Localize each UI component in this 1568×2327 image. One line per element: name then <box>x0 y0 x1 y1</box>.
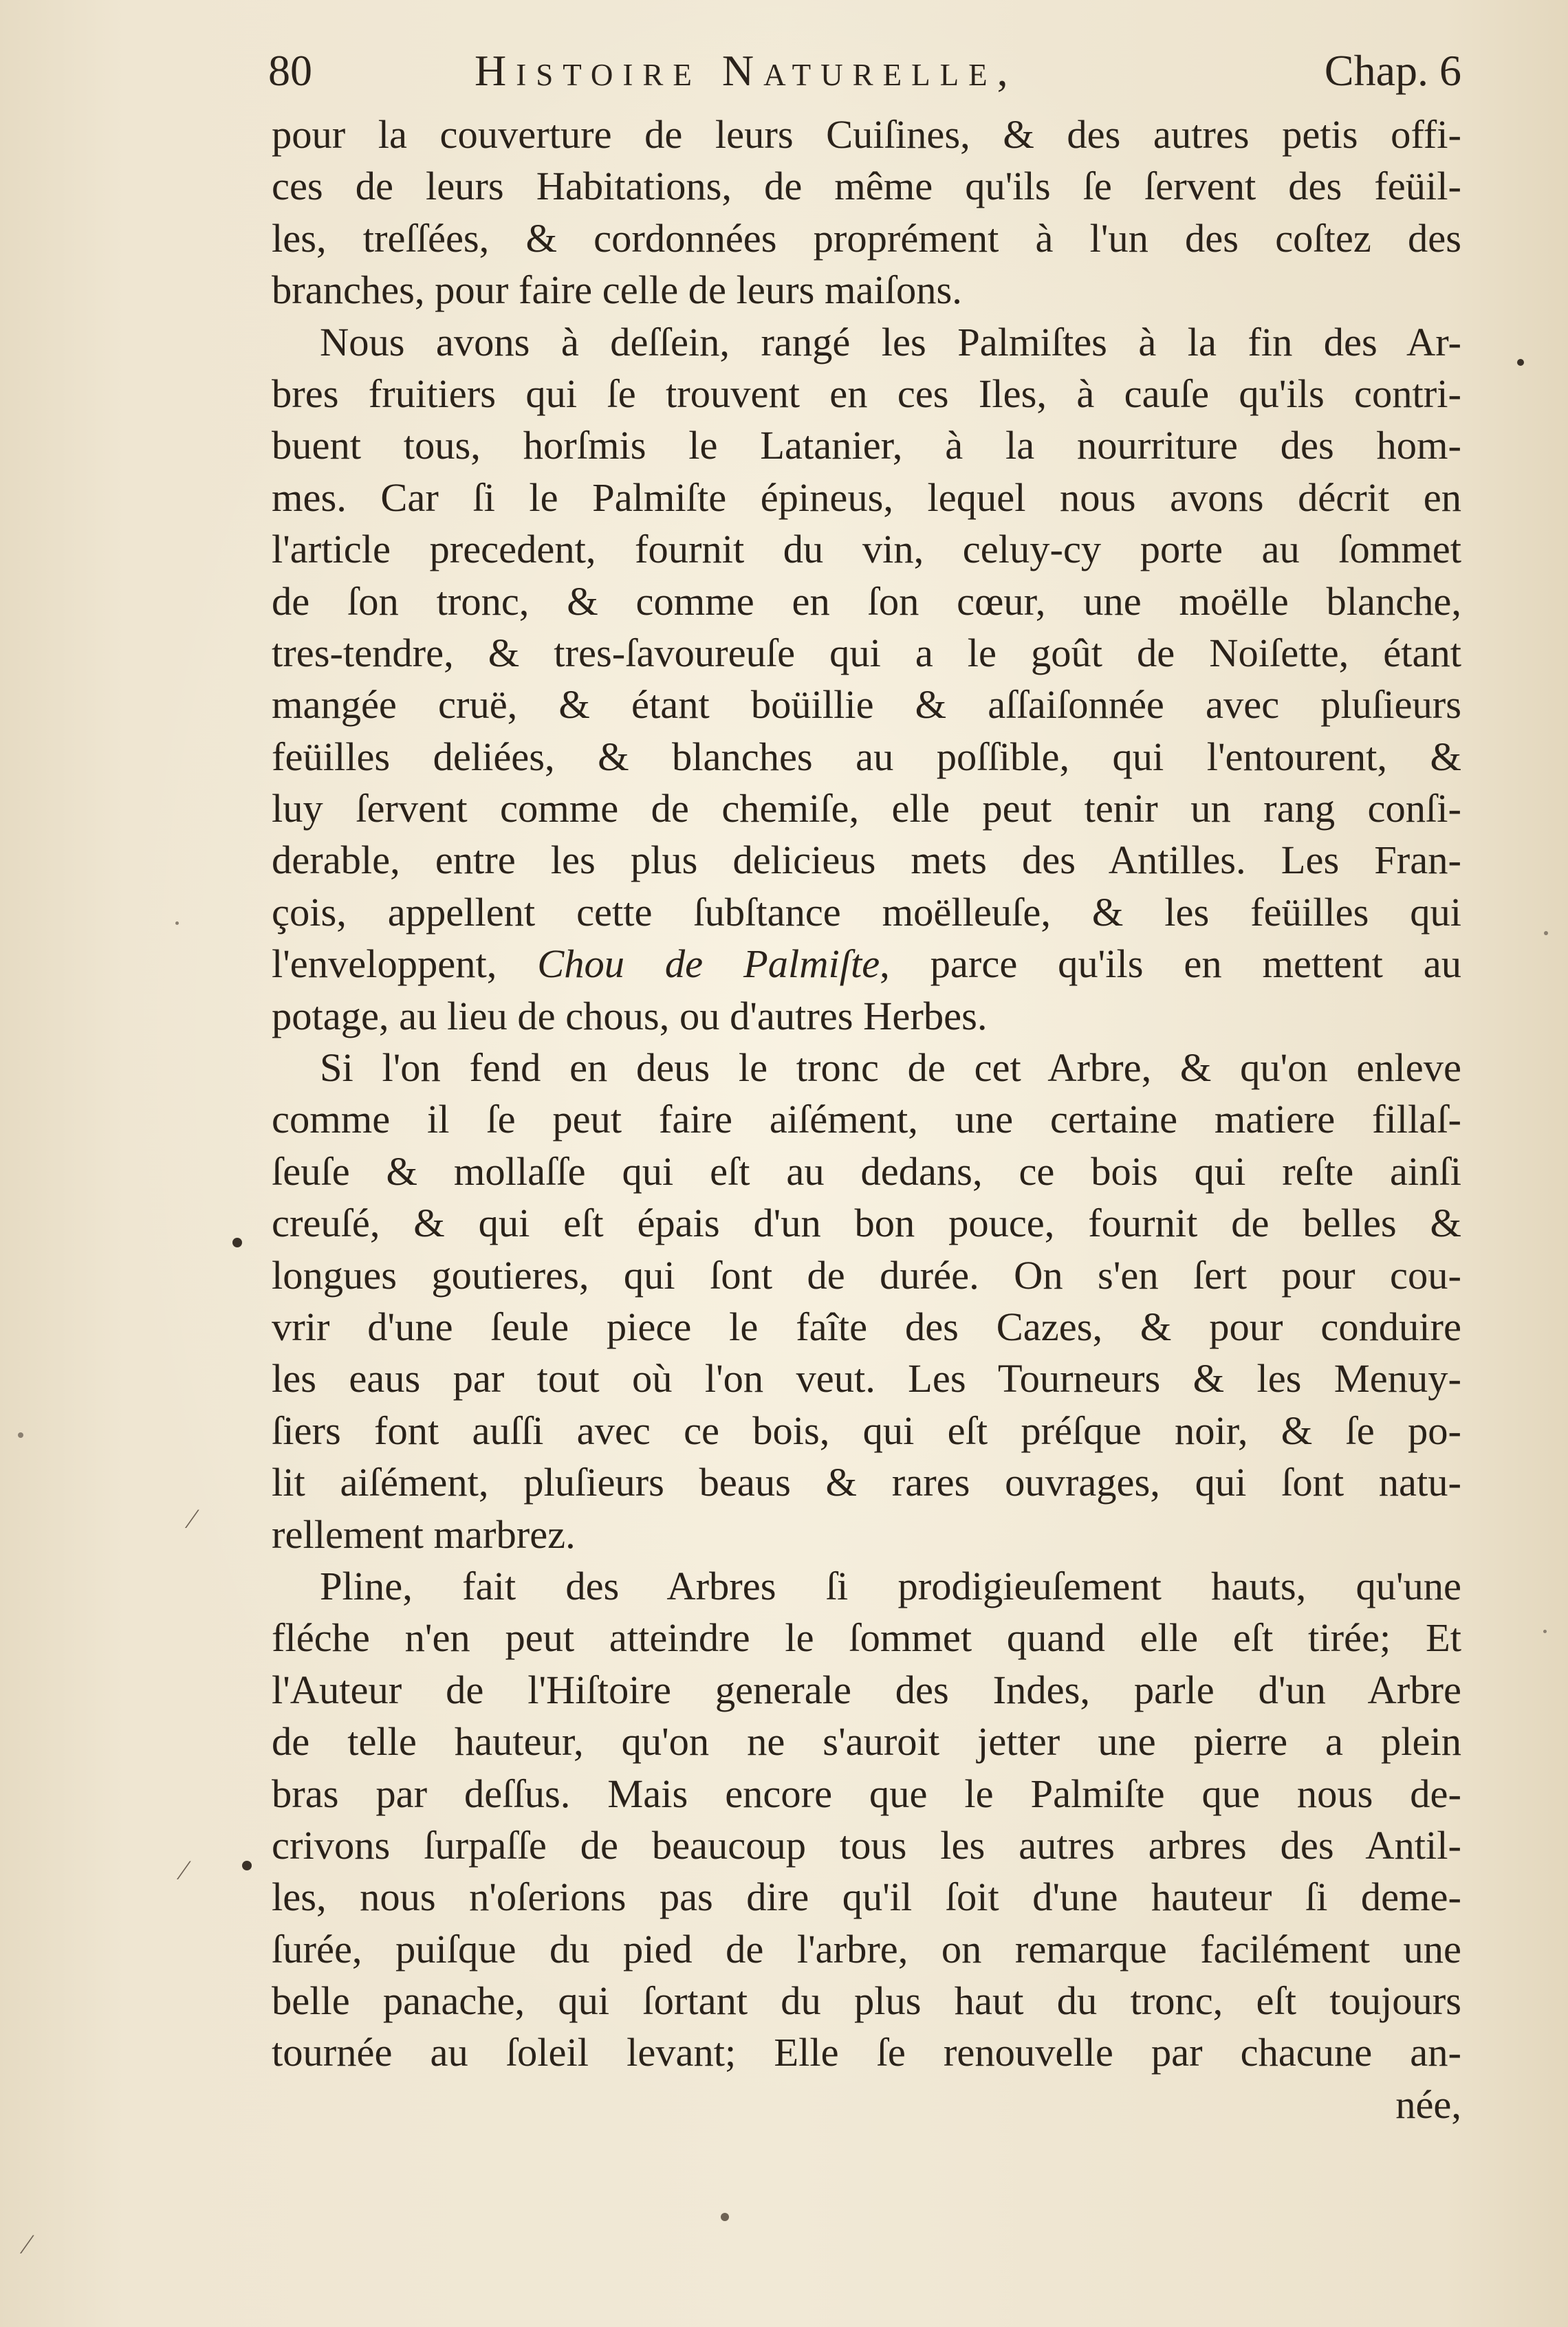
text-line: comme il ſe peut faire aiſément, une certaine matiere fillaſ- <box>272 1097 1461 1142</box>
text-line: rellement marbrez. <box>272 1511 576 1557</box>
text-line: çois, appellent cette ſubſtance moëlleuſe, & les feüilles qui <box>272 889 1461 935</box>
italic-term: Chou de Palmiſte <box>537 941 880 987</box>
text-line: tres-tendre, & tres-ſavoureuſe qui a le goût de Noiſette, étant <box>272 630 1461 675</box>
text-line: ſeuſe & mollaſſe qui eſt au dedans, ce bois qui reſte ainſi <box>272 1148 1461 1194</box>
margin-scratch: ⁄ <box>25 2229 30 2260</box>
text-line: l'article precedent, fournit du vin, celuy-cy porte au ſommet <box>272 527 1461 572</box>
paragraph-3 <box>272 1042 1461 1560</box>
ink-speck <box>1517 359 1524 366</box>
text-line: ces de leurs Habitations, de même qu'ils ſe ſervent des feüil- <box>272 164 1461 209</box>
text-fragment: l'enveloppent, <box>272 941 497 987</box>
body-text <box>272 109 1461 2130</box>
text-line: les eaus par tout où l'on veut. Les Tourneurs & les Menuy- <box>272 1356 1461 1401</box>
text-line: fléche n'en peut atteindre le ſommet quand elle eſt tirée; Et <box>272 1615 1461 1661</box>
text-line: derable, entre les plus delicieus mets des Antilles. Les Fran- <box>272 838 1461 883</box>
text-line: Pline, fait des Arbres ſi prodigieuſement hauts, qu'une <box>320 1563 1461 1608</box>
catchword: née, <box>1395 2082 1461 2127</box>
text-line: longues goutieres, qui ſont de durée. On s'en ſert pour cou- <box>272 1252 1461 1298</box>
text-line: branches, pour faire celle de leurs maiſons. <box>272 267 962 313</box>
text-line: feüilles deliées, & blanches au poſſible, qui l'entourent, & <box>272 734 1461 779</box>
text-line: ſiers font auſſi avec ce bois, qui eſt préſque noir, & ſe po- <box>272 1408 1461 1453</box>
margin-scratch: ⁄ <box>190 1503 195 1534</box>
text-line: mangée cruë, & étant boüillie & aſſaiſonnée avec pluſieurs <box>272 682 1461 728</box>
text-fragment: , parce qu'ils en mettent au <box>880 941 1462 987</box>
ink-speck <box>175 921 179 925</box>
paragraph-2 <box>272 316 1461 1042</box>
text-line: Si l'on fend en deus le tronc de cet Arbre, & qu'on enleve <box>320 1045 1461 1091</box>
running-title: Histoire Naturelle, <box>475 46 1018 95</box>
text-line: luy ſervent comme de chemiſe, elle peut tenir un rang conſi- <box>272 786 1461 831</box>
running-header <box>268 40 1461 102</box>
text-line: potage, au lieu de chous, ou d'autres Herbes. <box>272 993 988 1038</box>
ink-speck <box>721 2213 729 2221</box>
text-line: de telle hauteur, qu'on ne s'auroit jetter une pierre a plein <box>272 1719 1461 1765</box>
ink-speck <box>232 1238 242 1247</box>
text-line: ſurée, puiſque du pied de l'arbre, on remarque facilément une <box>272 1926 1461 1971</box>
text-line: pour la couverture de leurs Cuiſines, & des autres petis offi- <box>272 112 1461 157</box>
text-line: creuſé, & qui eſt épais d'un bon pouce, fournit de belles & <box>272 1201 1461 1246</box>
paragraph-4 <box>272 1560 1461 2130</box>
text-line: l'Auteur de l'Hiſtoire generale des Indes, parle d'un Arbre <box>272 1667 1461 1712</box>
page-number: 80 <box>268 46 312 95</box>
text-line: vrir d'une ſeule piece le faîte des Cazes, & pour conduire <box>272 1304 1461 1349</box>
text-line: bras par deſſus. Mais encore que le Palmiſte que nous de- <box>272 1771 1461 1816</box>
text-line: belle panache, qui ſortant du plus haut du tronc, eſt toujours <box>272 1978 1461 2024</box>
text-line: buent tous, horſmis le Latanier, à la nourriture des hom- <box>272 423 1461 468</box>
paragraph-1 <box>272 109 1461 316</box>
text-line: bres fruitiers qui ſe trouvent en ces Iles, à cauſe qu'ils contri- <box>272 371 1461 416</box>
ink-speck <box>242 1861 252 1870</box>
chapter-label: Chap. 6 <box>1324 46 1461 95</box>
ink-speck <box>1544 931 1548 935</box>
margin-scratch: ⁄ <box>182 1855 186 1886</box>
text-line: Nous avons à deſſein, rangé les Palmiſtes à la fin des Ar- <box>320 319 1461 364</box>
ink-speck <box>1543 1630 1547 1633</box>
text-line: mes. Car ſi le Palmiſte épineus, lequel nous avons décrit en <box>272 474 1461 520</box>
ink-speck <box>18 1432 23 1438</box>
text-line: les, treſſées, & cordonnées proprément à l'un des coſtez des <box>272 215 1461 261</box>
text-line: de ſon tronc, & comme en ſon cœur, une moëlle blanche, <box>272 578 1461 624</box>
text-line: les, nous n'oſerions pas dire qu'il ſoit d'une hauteur ſi deme- <box>272 1875 1461 1920</box>
text-line-with-italic <box>272 938 1461 990</box>
text-line: lit aiſément, pluſieurs beaus & rares ouvrages, qui ſont natu- <box>272 1460 1461 1505</box>
text-line: tournée au ſoleil levant; Elle ſe renouvelle par chacune an- <box>272 2030 1461 2075</box>
text-line: crivons ſurpaſſe de beaucoup tous les autres arbres des Antil- <box>272 1822 1461 1868</box>
